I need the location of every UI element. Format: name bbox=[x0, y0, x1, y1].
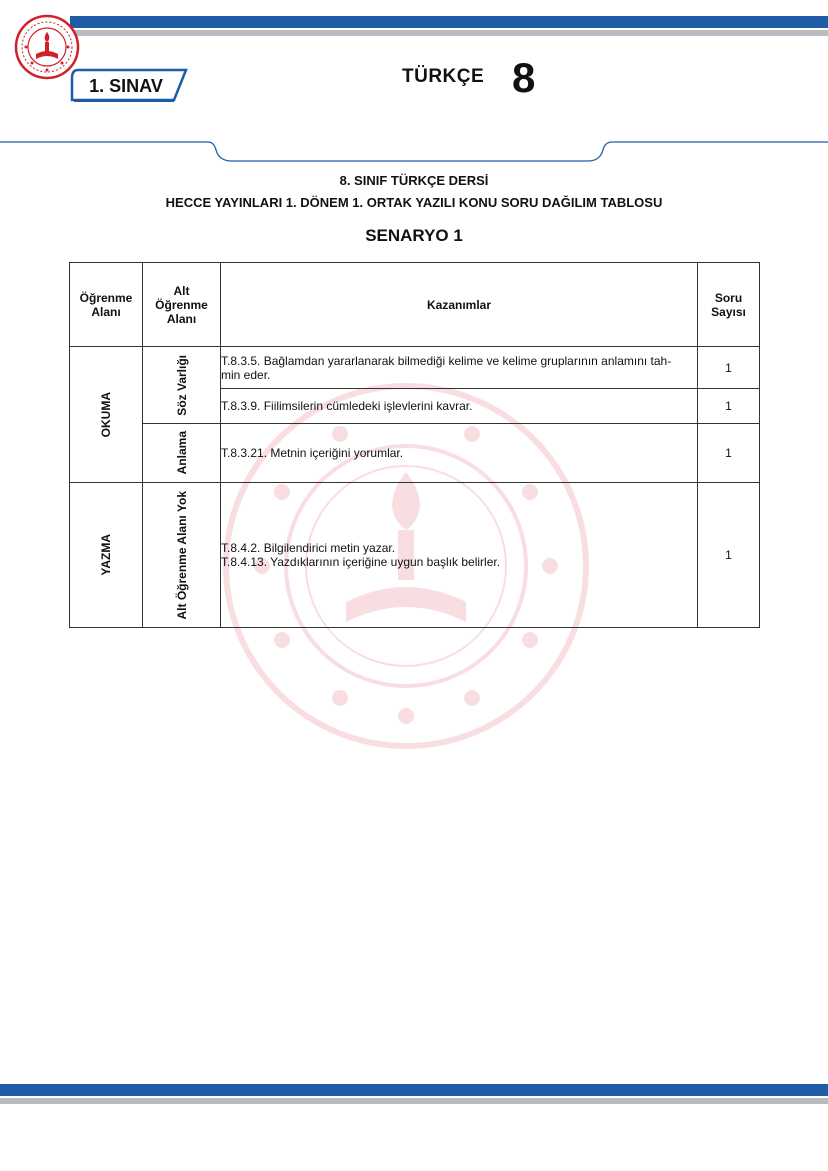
header-stripe-blue bbox=[70, 16, 828, 28]
outcome-cell: T.8.3.9. Fiilimsilerin cümledeki işlevlerini kavrar. bbox=[221, 389, 698, 424]
header-count: Soru Sayısı bbox=[698, 263, 760, 347]
outcome-cell: T.8.3.5. Bağlamdan yararlanarak bilmediği kelime ve kelime gruplarının anlamını tah- min eder. bbox=[221, 347, 698, 389]
table-row bbox=[70, 483, 760, 628]
footer-stripe-grey bbox=[0, 1098, 828, 1104]
area-cell-okuma: OKUMA bbox=[70, 347, 143, 483]
header-area: Öğrenme Alanı bbox=[70, 263, 143, 347]
sub-area-cell: Anlama bbox=[143, 424, 221, 483]
header-outcomes: Kazanımlar bbox=[221, 263, 698, 347]
exam-label: 1. SINAV bbox=[89, 76, 163, 96]
header-stripe-grey bbox=[70, 30, 828, 36]
exam-label-tag bbox=[70, 68, 188, 102]
table-header-row bbox=[70, 263, 760, 347]
count-cell: 1 bbox=[698, 424, 760, 483]
table-row bbox=[70, 347, 760, 389]
outcome-cell: T.8.4.2. Bilgilendirici metin yazar. T.8.4.13. Yazdıklarının içeriğine uygun başlık belirler. bbox=[221, 483, 698, 628]
sub-area-cell: Söz Varlığı bbox=[143, 347, 221, 424]
header-sub-area: Alt Öğrenme Alanı bbox=[143, 263, 221, 347]
count-cell: 1 bbox=[698, 347, 760, 389]
scenario-title: SENARYO 1 bbox=[365, 226, 463, 245]
area-cell-yazma: YAZMA bbox=[70, 483, 143, 628]
outcome-cell: T.8.3.21. Metnin içeriğini yorumlar. bbox=[221, 424, 698, 483]
topic-question-table bbox=[69, 262, 760, 628]
footer-stripe-blue bbox=[0, 1084, 828, 1096]
doc-title-line2: HECCE YAYINLARI 1. DÖNEM 1. ORTAK YAZILI KONU SORU DAĞILIM TABLOSU bbox=[165, 195, 663, 210]
count-cell: 1 bbox=[698, 389, 760, 424]
count-cell: 1 bbox=[698, 483, 760, 628]
subject-title: TÜRKÇE bbox=[402, 66, 485, 87]
table-row bbox=[70, 424, 760, 483]
doc-title-line1: 8. SINIF TÜRKÇE DERSİ bbox=[339, 173, 489, 188]
sub-area-cell: Alt Öğrenme Alanı Yok bbox=[143, 483, 221, 628]
grade-number: 8 bbox=[512, 54, 536, 101]
header-divider bbox=[0, 138, 828, 168]
